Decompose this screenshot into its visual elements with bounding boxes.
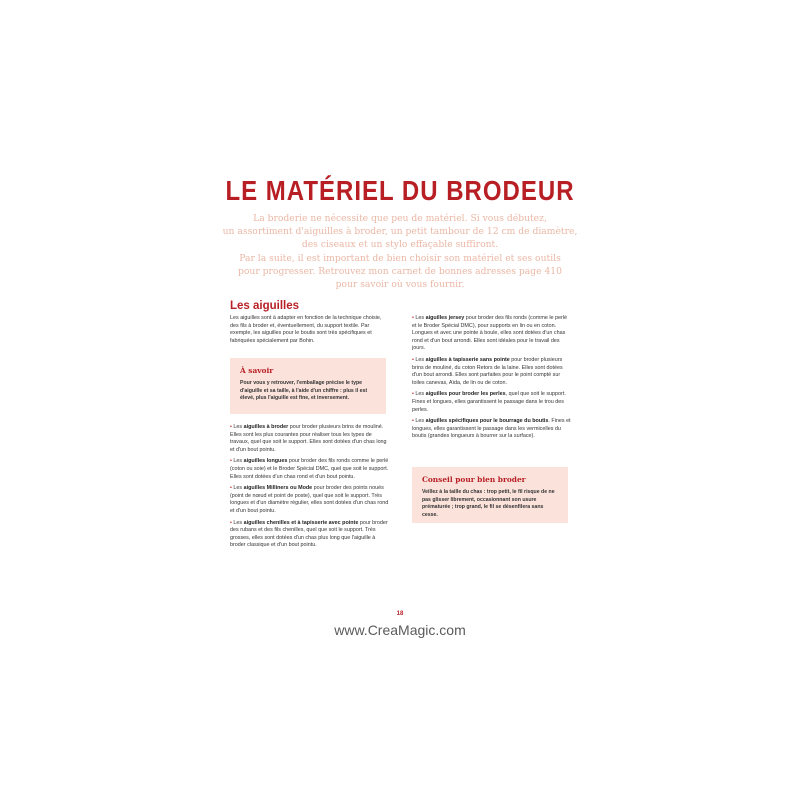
bullet-post: pour broder des rubans et des fils chenilles, quel que soit le support. Très grosses, elles sont dotées d'un chas plus long que l'aiguille à broder classique et d'un bout pointu. <box>230 519 388 549</box>
bullet-bold: aiguilles à tapisserie sans pointe <box>425 356 510 363</box>
list-item <box>412 315 572 353</box>
bullet-icon: • <box>230 424 232 430</box>
intro-line: un assortiment d'aiguilles à broder, un petit tambour de 12 cm de diamètre, <box>222 226 578 238</box>
section-heading: Les aiguilles <box>230 300 300 312</box>
list-item <box>412 418 572 441</box>
list-item <box>230 485 390 515</box>
lead-paragraph: Les aiguilles sont à adapter en fonction de la technique choisie, des fils à broder et, éventuellement, du support textile. Par exemple, les aiguilles pour le boutis sont très spécifiques et fabriquées spécialement par Bohin. <box>230 315 382 344</box>
bullet-icon: • <box>230 485 232 492</box>
bullet-icon: • <box>230 519 232 526</box>
intro-line: Par la suite, il est important de bien choisir son matériel et ses outils <box>239 252 561 264</box>
bullet-pre: Les <box>415 315 426 321</box>
bullet-post: pour broder plusieurs brins de mouliné. Elles sont les plus courantes pour réaliser tous les types de travaux, quel que soit le support. Elles sont dotées d'un chas long et d'un bout pointu. <box>230 424 387 453</box>
watermark: www.CreaMagic.com <box>334 622 466 638</box>
bullet-pre: Les <box>415 391 426 398</box>
bullet-bold: aiguilles à broder <box>243 424 289 430</box>
bullet-pre: Les <box>233 485 244 492</box>
bullet-pre: Les <box>233 424 244 430</box>
bullet-post: pour broder des points noués (point de nœud et point de poste), quel que soit le support. Très longues et d'un diamètre régulier, elles sont dotées d'un chas rond et d'un bout pointu. <box>230 485 389 514</box>
list-item <box>412 357 572 387</box>
bullet-post: pour broder plusieurs brins de mouliné, du coton Retors de la laine. Elles sont dotées d'un bout arrondi. Elles sont parfaites pour le point compté sur toiles canevas, Aïda, de lin ou de coton. <box>412 356 563 386</box>
right-bullet-list <box>412 315 572 445</box>
savoir-box <box>230 358 386 414</box>
bullet-icon: • <box>412 315 414 321</box>
conseil-box-title: Conseil pour bien broder <box>422 475 526 484</box>
page-title: LE MATÉRIEL DU BRODEUR <box>225 176 575 208</box>
left-bullet-list <box>230 424 390 554</box>
bullet-pre: Les <box>233 519 244 526</box>
bullet-post: , quel que soit le support. Fines et longues, elles garantissent le passage dans le trou des perles. <box>412 391 566 413</box>
intro-paragraph <box>220 212 580 291</box>
intro-line: des ciseaux et un stylo effaçable suffiront. <box>301 239 499 251</box>
conseil-box-text: Veillez à la taille du chas : trop petit, le fil risque de ne pas glisser librement, occasionnant son usure prématurée ; trop grand, le fil se désenfilera sans cesse. <box>422 489 555 518</box>
bullet-pre: Les <box>415 356 426 363</box>
bullet-post: . Fines et longues, elles garantissent le passage dans les vermicelles du boutis (grandes longueurs à bourrer sur la surface). <box>412 418 571 440</box>
bullet-post: pour broder des fils ronds comme le perlé (coton ou soie) et le Broder Spécial DMC, quel que soit le support. Elles sont dotées d'un chas rond et d'un bout pointu. <box>230 458 389 480</box>
list-item <box>412 391 572 414</box>
page-number: 18 <box>396 611 404 617</box>
bullet-bold: aiguilles pour broder les perles <box>425 391 506 398</box>
savoir-box-title: À savoir <box>240 366 274 375</box>
bullet-icon: • <box>412 391 414 398</box>
bullet-bold: aiguilles chenilles et à tapisserie avec pointe <box>243 519 359 526</box>
bullet-bold: aiguilles jersey <box>425 315 465 321</box>
intro-line: pour savoir où vous fournir. <box>335 279 465 291</box>
bullet-pre: Les <box>233 458 244 465</box>
bullet-bold: aiguilles spécifiques pour le bourrage du boutis <box>425 418 549 425</box>
intro-line: pour progresser. Retrouvez mon carnet de bonnes adresses page 410 <box>238 265 562 277</box>
bullet-icon: • <box>412 356 414 363</box>
list-item <box>230 424 390 454</box>
bullet-bold: aiguilles longues <box>243 458 288 465</box>
conseil-box <box>412 467 568 523</box>
list-item <box>230 520 390 550</box>
bullet-pre: Les <box>415 418 426 425</box>
list-item <box>230 458 390 481</box>
intro-line: La broderie ne nécessite que peu de matériel. Si vous débutez, <box>253 213 547 224</box>
savoir-box-text: Pour vous y retrouver, l'emballage précise le type d'aiguille et sa taille, à l'aide d'un chiffre : plus il est élevé, plus l'aiguille est fine, et inversement. <box>240 380 368 401</box>
bullet-icon: • <box>412 418 414 425</box>
bullet-bold: aiguilles Milliners ou Mode <box>243 485 313 492</box>
bullet-post: pour broder des fils ronds (comme le perlé et le Broder Spécial DMC), pour supports en lin ou en coton. Longues et avec une pointe à boule, elles sont dotées d'un chas rond et d'un bout arrondi. Elles sont idéales pour le travail des jours. <box>412 315 568 352</box>
bullet-icon: • <box>230 458 232 465</box>
